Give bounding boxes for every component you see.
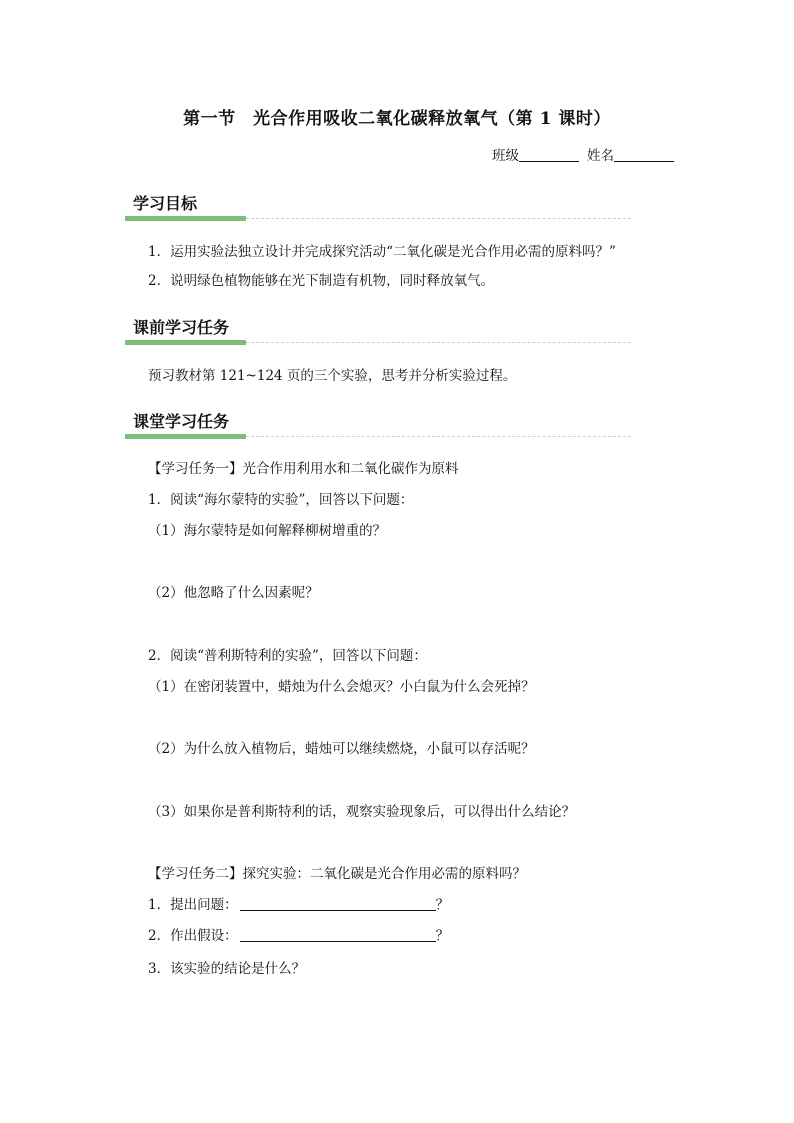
step-1-label: 1．提出问题： (148, 897, 238, 913)
task2-heading: 【学习任务二】探究实验：二氧化碳是光合作用必需的原料吗？ (148, 866, 526, 882)
section-title-classroom: 课堂学习任务 (133, 412, 230, 431)
task2-step-2 (148, 924, 449, 944)
section-bar (125, 434, 246, 439)
task1-question-1: 1．阅读“海尔蒙特的实验”，回答以下问题： (148, 492, 414, 508)
task1-question-1-1: （1）海尔蒙特是如何解释柳树增重的？ (148, 523, 387, 539)
question-mark: ？ (435, 928, 450, 944)
name-blank[interactable] (614, 147, 674, 162)
class-name-fields (492, 144, 674, 164)
goal-item-2: 2．说明绿色植物能够在光下制造有机物，同时释放氧气。 (148, 273, 495, 289)
preclass-text: 预习教材第 121~124 页的三个实验，思考并分析实验过程。 (148, 368, 517, 384)
section-header-classroom (125, 409, 631, 439)
answer-blank-2[interactable] (240, 927, 436, 942)
section-bar (125, 216, 246, 221)
section-divider (246, 342, 631, 343)
task1-heading: 【学习任务一】光合作用利用水和二氧化碳作为原料 (148, 461, 459, 477)
task1-question-2: 2．阅读“普利斯特利的实验”，回答以下问题： (148, 648, 427, 664)
question-mark: ？ (435, 897, 450, 913)
section-title-goals: 学习目标 (133, 194, 198, 213)
section-bar (125, 340, 246, 345)
page-title: 第一节 光合作用吸收二氧化碳释放氧气（第 1 课时） (183, 109, 611, 129)
task2-step-1 (148, 893, 449, 913)
task2-step-3: 3．该实验的结论是什么？ (148, 961, 306, 977)
section-divider (246, 436, 631, 437)
section-header-goals (125, 191, 631, 221)
name-label: 姓名 (587, 148, 614, 164)
task1-question-2-2: （2）为什么放入植物后，蜡烛可以继续燃烧，小鼠可以存活呢？ (148, 741, 535, 757)
class-blank[interactable] (519, 147, 579, 162)
goal-item-1: 1．运用实验法独立设计并完成探究活动“二氧化碳是光合作用必需的原料吗？” (148, 244, 616, 260)
task1-question-2-1: （1）在密闭装置中，蜡烛为什么会熄灭？小白鼠为什么会死掉？ (148, 679, 535, 695)
section-divider (246, 218, 631, 219)
task1-question-2-3: （3）如果你是普利斯特利的话，观察实验现象后，可以得出什么结论？ (148, 804, 576, 820)
section-title-preclass: 课前学习任务 (133, 318, 230, 337)
step-2-label: 2．作出假设： (148, 928, 238, 944)
class-label: 班级 (492, 148, 519, 164)
task1-question-1-2: （2）他忽略了什么因素呢？ (148, 585, 319, 601)
answer-blank-1[interactable] (240, 896, 436, 911)
section-header-preclass (125, 315, 631, 345)
